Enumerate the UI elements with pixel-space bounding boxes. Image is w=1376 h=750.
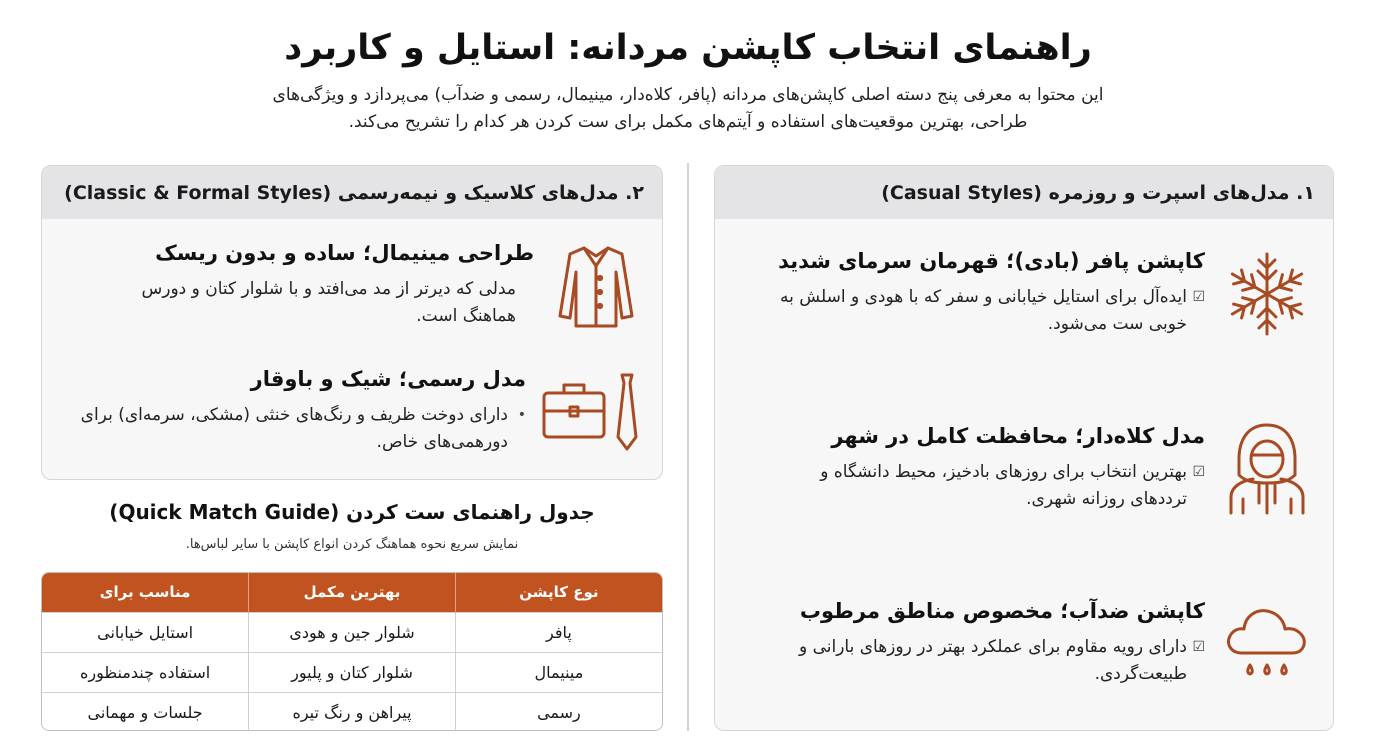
puffer-jacket-item: [747, 246, 1315, 342]
briefcase-tie-icon: [540, 364, 644, 460]
rain-cloud-icon: [1219, 596, 1315, 692]
table-cell: استایل خیابانی: [42, 612, 249, 652]
hooded-person-icon: [1219, 421, 1315, 517]
item-title: طراحی مینیمال؛ ساده و بدون ریسک: [155, 241, 534, 265]
bullet-dot: •: [517, 407, 526, 423]
shirt-icon: [548, 238, 644, 334]
table-cell: پافر: [455, 612, 662, 652]
table-row: [42, 612, 662, 652]
minimal-jacket-item: [96, 238, 644, 334]
check-icon: ☑: [1192, 289, 1205, 305]
table-row: [42, 692, 662, 731]
item-title: کاپشن پافر (بادی)؛ قهرمان سرمای شدید: [778, 249, 1205, 273]
table-cell: جلسات و مهمانی: [42, 692, 249, 731]
check-icon: ☑: [1192, 464, 1205, 480]
hooded-jacket-item: [767, 421, 1315, 517]
item-description: مدلی که دیرتر از مد می‌افتد و با شلوار کتان و دورس هماهنگ است.: [141, 279, 516, 326]
table-cell: شلوار جین و هودی: [249, 612, 456, 652]
table-cell: استفاده چندمنظوره: [42, 652, 249, 692]
table-cell: مینیمال: [455, 652, 662, 692]
page-title: راهنمای انتخاب کاپشن مردانه: استایل و کاربرد: [284, 28, 1092, 68]
column-header: مناسب برای: [42, 573, 249, 612]
bullet-dot: [516, 276, 534, 302]
table-cell: پیراهن و رنگ تیره: [249, 692, 456, 731]
snowflake-icon: [1219, 246, 1315, 342]
item-description: بهترین انتخاب برای روزهای بادخیز، محیط دانشگاه و ترددهای روزانه شهری.: [820, 462, 1187, 509]
casual-styles-card: [714, 165, 1334, 731]
formal-jacket-item: [68, 364, 644, 460]
classic-styles-card: [41, 165, 663, 480]
guide-subtitle: نمایش سریع نحوه هماهنگ کردن انواع کاپشن با سایر لباس‌ها.: [185, 537, 519, 552]
page-subtitle: این محتوا به معرفی پنج دسته اصلی کاپشن‌های مردانه (پافر، کلاه‌دار، مینیمال، رسمی و ضدآب) می‌پردازد و ویژگی‌های طراحی، بهترین موقعیت‌های استفاده و آیتم‌های مکمل برای ست کردن هر کدام را تشریح می‌کند.: [272, 85, 1104, 132]
column-divider: [687, 163, 689, 731]
item-title: کاپشن ضدآب؛ مخصوص مناطق مرطوب: [799, 599, 1205, 623]
table-cell: رسمی: [455, 692, 662, 731]
item-description: ایده‌آل برای استایل خیابانی و سفر که با هودی و اسلش به خوبی ست می‌شود.: [780, 287, 1187, 334]
page-header: [40, 24, 1336, 136]
table-header-row: [42, 573, 662, 612]
item-title: مدل کلاه‌دار؛ محافظت کامل در شهر: [831, 424, 1205, 448]
item-title: مدل رسمی؛ شیک و باوقار: [250, 367, 526, 391]
table-row: [42, 652, 662, 692]
classic-styles-heading: ۲. مدل‌های کلاسیک و نیمه‌رسمی (Classic & Formal Styles): [42, 166, 662, 219]
column-header: نوع کاپشن: [455, 573, 662, 612]
column-header: بهترین مکمل: [249, 573, 456, 612]
check-icon: ☑: [1192, 639, 1205, 655]
match-guide-table: [41, 572, 663, 731]
item-description: دارای رویه مقاوم برای عملکرد بهتر در روزهای بارانی و طبیعت‌گردی.: [798, 637, 1187, 684]
item-description: دارای دوخت ظریف و رنگ‌های خنثی (مشکی، سرمه‌ای) برای دورهمی‌های خاص.: [80, 405, 508, 452]
table-cell: شلوار کتان و پلیور: [249, 652, 456, 692]
guide-title: جدول راهنمای ست کردن (Quick Match Guide): [109, 500, 595, 524]
waterproof-jacket-item: [747, 596, 1315, 692]
casual-styles-heading: ۱. مدل‌های اسپرت و روزمره (Casual Styles): [715, 166, 1333, 219]
